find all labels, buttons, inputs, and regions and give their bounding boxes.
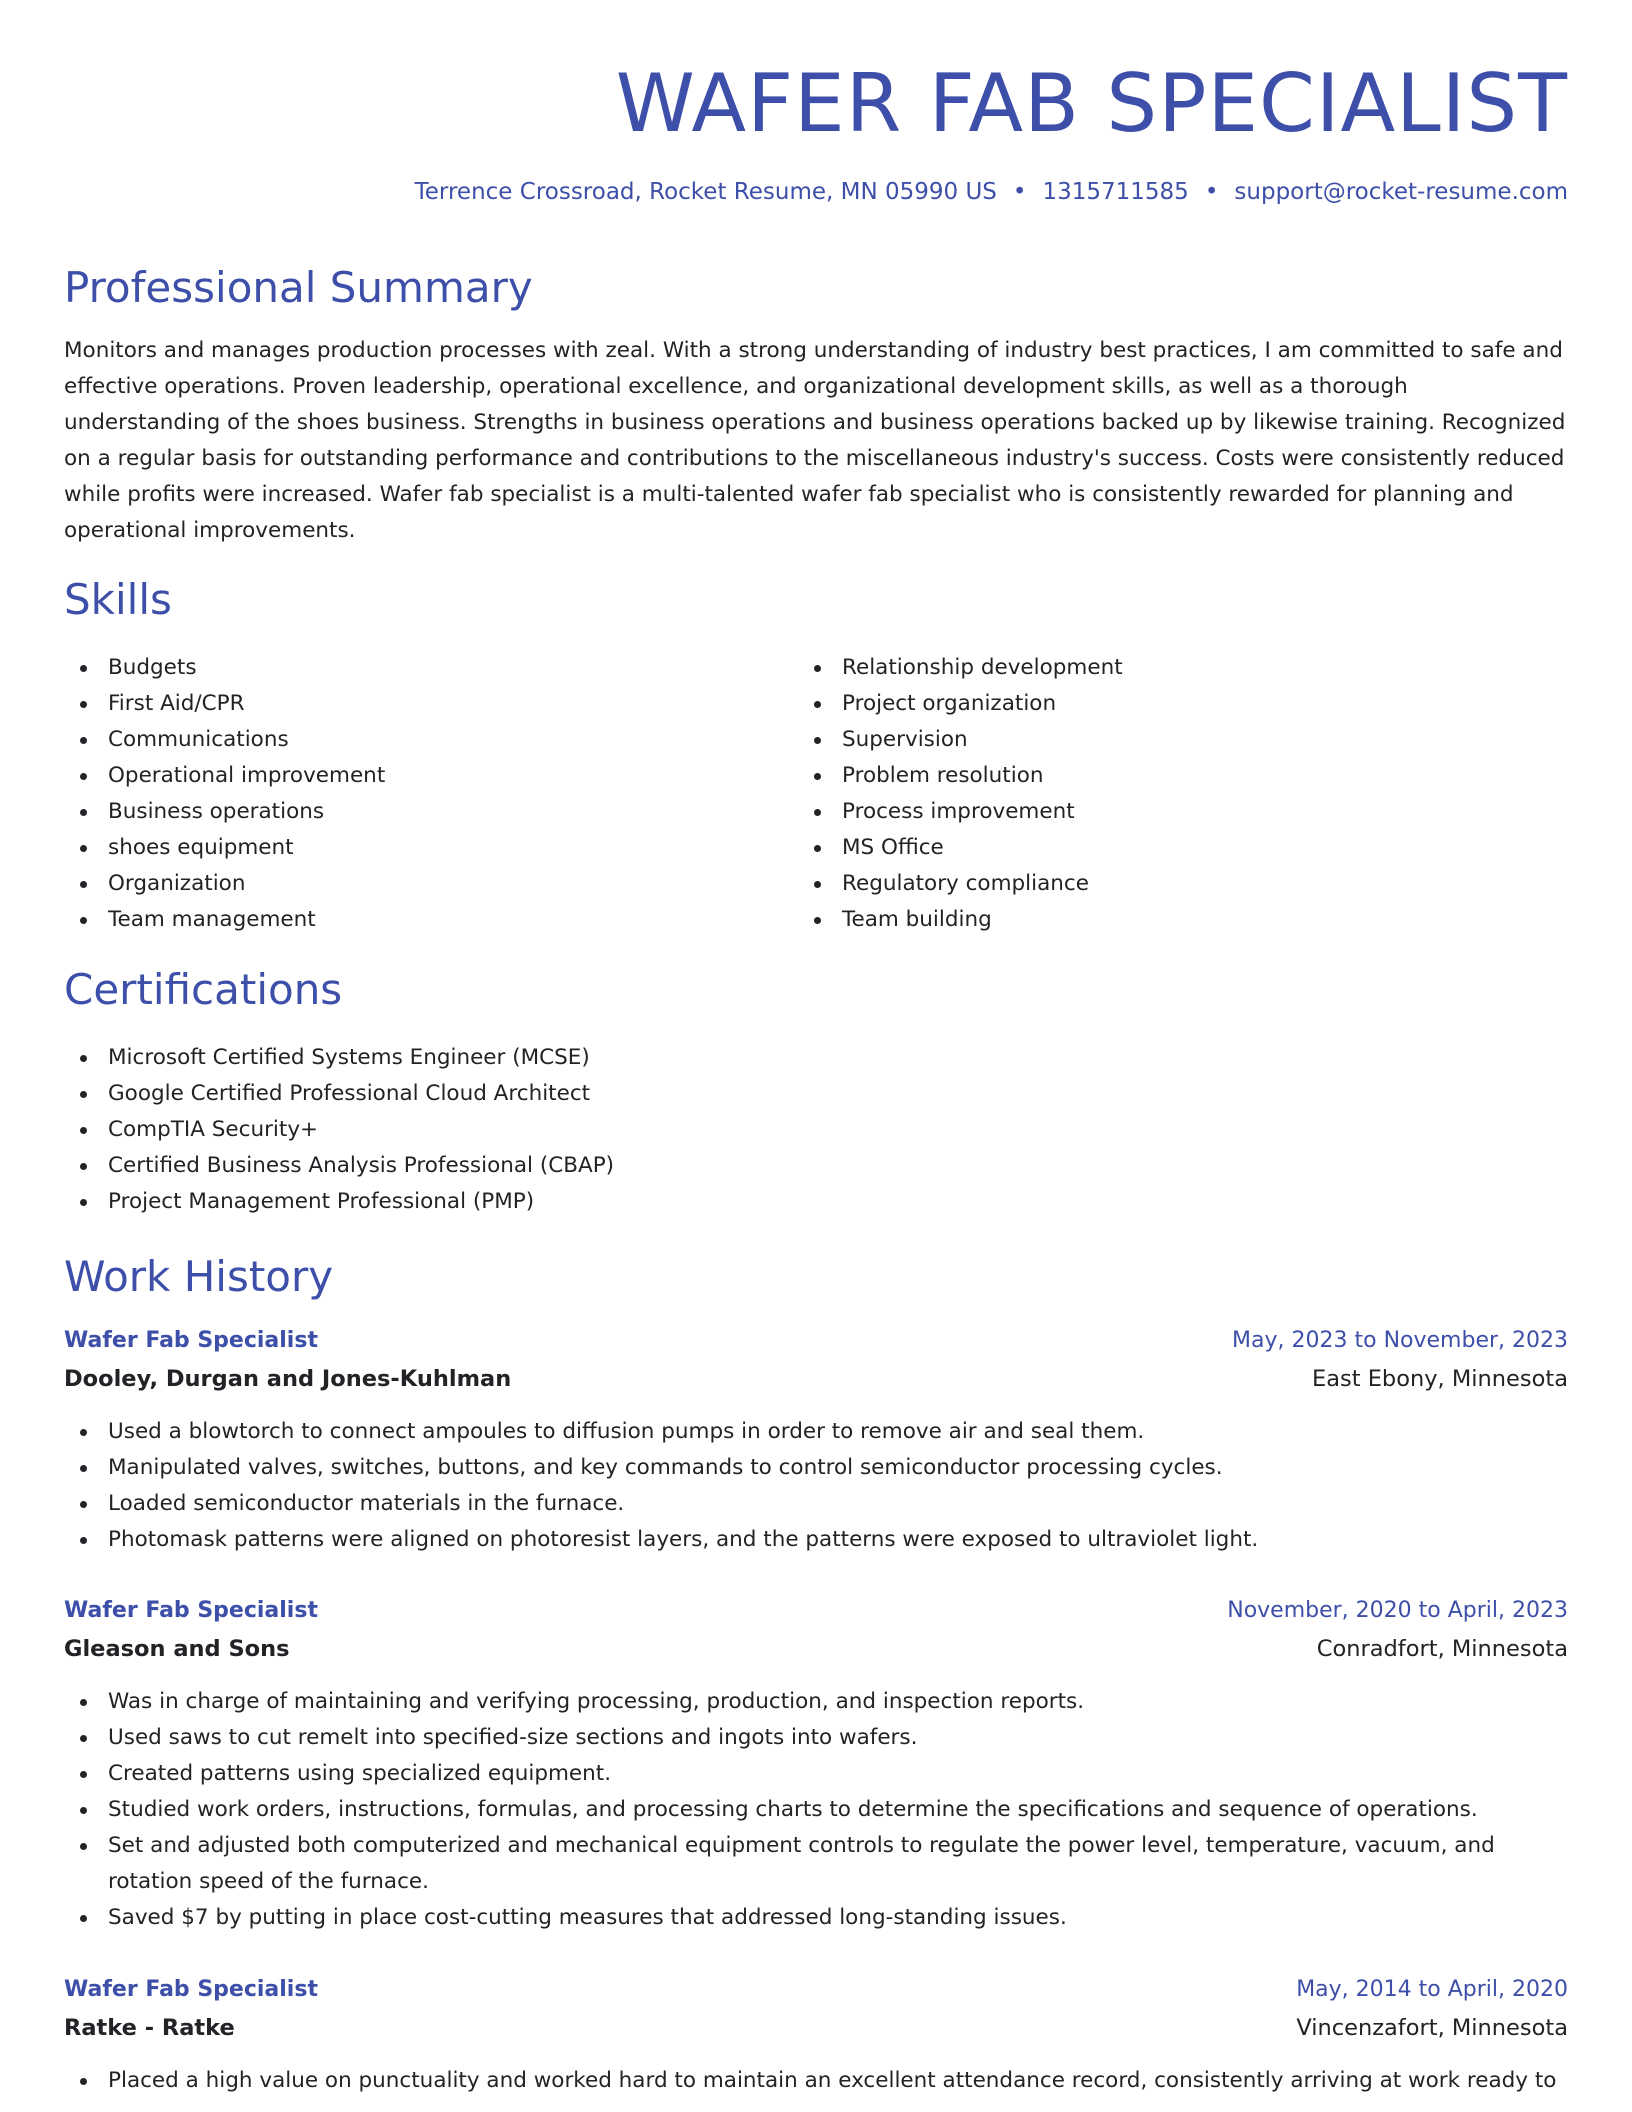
job-bullets bbox=[64, 1684, 1568, 1936]
job-dates: November, 2020 to April, 2023 bbox=[1227, 1598, 1568, 1623]
job-bullets bbox=[64, 1414, 1568, 1558]
skill-item: Team management bbox=[64, 902, 385, 938]
skill-item: Organization bbox=[64, 866, 385, 902]
contact-line bbox=[415, 176, 1568, 208]
job-bullet: Placed a high value on punctuality and worked hard to maintain an excellent attendance record, consistently arriving at work ready to bbox=[64, 2063, 1568, 2099]
skill-item: Project organization bbox=[798, 686, 1123, 722]
job-company: Ratke - Ratke bbox=[64, 2015, 235, 2041]
job-location: Vincenzafort, Minnesota bbox=[1296, 2015, 1568, 2041]
resume-page bbox=[64, 0, 1568, 2093]
job-bullet: Loaded semiconductor materials in the furnace. bbox=[64, 1486, 1568, 1522]
job-location: Conradfort, Minnesota bbox=[1316, 1636, 1568, 1662]
contact-separator: • bbox=[1204, 179, 1219, 205]
skill-item: shoes equipment bbox=[64, 830, 385, 866]
contact-separator: • bbox=[1012, 179, 1027, 205]
job-bullet: Manipulated valves, switches, buttons, and key commands to control semiconductor processing cycles. bbox=[64, 1450, 1568, 1486]
job-bullet: Photomask patterns were aligned on photoresist layers, and the patterns were exposed to ultraviolet light. bbox=[64, 1522, 1568, 1558]
contact-phone: 1315711585 bbox=[1042, 179, 1189, 205]
job-entry bbox=[64, 1971, 1568, 2099]
job-entry bbox=[64, 1592, 1568, 1936]
skill-item: Operational improvement bbox=[64, 758, 385, 794]
certification-item: Google Certified Professional Cloud Architect bbox=[64, 1076, 614, 1112]
skill-item: Relationship development bbox=[798, 650, 1123, 686]
resume-name: WAFER FAB SPECIALIST bbox=[615, 57, 1568, 150]
skill-item: Communications bbox=[64, 722, 385, 758]
job-title: Wafer Fab Specialist bbox=[64, 1328, 318, 1353]
skill-item: Supervision bbox=[798, 722, 1123, 758]
job-dates: May, 2023 to November, 2023 bbox=[1232, 1328, 1568, 1353]
certifications-list bbox=[64, 1040, 614, 1220]
job-location: East Ebony, Minnesota bbox=[1312, 1366, 1568, 1392]
certification-item: Certified Business Analysis Professional (CBAP) bbox=[64, 1148, 614, 1184]
job-bullet: Used a blowtorch to connect ampoules to diffusion pumps in order to remove air and seal them. bbox=[64, 1414, 1568, 1450]
summary-text: Monitors and manages production processes with zeal. With a strong understanding of industry best practices, I am committed to safe and effective operations. Proven leadership, operational excellence, and organizational development skills, as well as a thorough understanding of the shoes business. Strengths in business operations and business operations backed up by likewise training. Recognized on a regular basis for outstanding performance and contributions to the miscellaneous industry's success. Costs were consistently reduced while profits were increased. Wafer fab specialist is a multi-talented wafer fab specialist who is consistently rewarded for planning and operational improvements. bbox=[64, 338, 1566, 543]
job-bullets bbox=[64, 2063, 1568, 2099]
job-title: Wafer Fab Specialist bbox=[64, 1977, 318, 2002]
skill-item: Problem resolution bbox=[798, 758, 1123, 794]
skill-item: Budgets bbox=[64, 650, 385, 686]
job-bullet: Used saws to cut remelt into specified-size sections and ingots into wafers. bbox=[64, 1720, 1568, 1756]
job-bullet: Studied work orders, instructions, formulas, and processing charts to determine the specifications and sequence of operations. bbox=[64, 1792, 1568, 1828]
skills-list-left bbox=[64, 650, 385, 938]
skill-item: Team building bbox=[798, 902, 1123, 938]
skill-item: Regulatory compliance bbox=[798, 866, 1123, 902]
skill-item: Process improvement bbox=[798, 794, 1123, 830]
skills-list-right bbox=[798, 650, 1123, 938]
job-bullet: Set and adjusted both computerized and mechanical equipment controls to regulate the power level, temperature, vacuum, and rotation speed of the furnace. bbox=[64, 1828, 1568, 1900]
job-bullet: Created patterns using specialized equipment. bbox=[64, 1756, 1568, 1792]
job-company: Gleason and Sons bbox=[64, 1636, 290, 1662]
job-title: Wafer Fab Specialist bbox=[64, 1598, 318, 1623]
contact-email: support@rocket-resume.com bbox=[1234, 179, 1568, 205]
job-bullet: Was in charge of maintaining and verifying processing, production, and inspection reports. bbox=[64, 1684, 1568, 1720]
skill-item: Business operations bbox=[64, 794, 385, 830]
skills-heading: Skills bbox=[64, 575, 172, 624]
certification-item: CompTIA Security+ bbox=[64, 1112, 614, 1148]
job-dates: May, 2014 to April, 2020 bbox=[1296, 1977, 1568, 2002]
certifications-heading: Certifications bbox=[64, 965, 343, 1014]
work-history-heading: Work History bbox=[64, 1252, 334, 1301]
skill-item: First Aid/CPR bbox=[64, 686, 385, 722]
skill-item: MS Office bbox=[798, 830, 1123, 866]
job-entry bbox=[64, 1322, 1568, 1558]
summary-heading: Professional Summary bbox=[64, 263, 533, 312]
job-company: Dooley, Durgan and Jones-Kuhlman bbox=[64, 1366, 512, 1392]
certification-item: Project Management Professional (PMP) bbox=[64, 1184, 614, 1220]
job-bullet: Saved $7 by putting in place cost-cutting measures that addressed long-standing issues. bbox=[64, 1900, 1568, 1936]
contact-address: Terrence Crossroad, Rocket Resume, MN 05990 US bbox=[414, 179, 997, 205]
certification-item: Microsoft Certified Systems Engineer (MCSE) bbox=[64, 1040, 614, 1076]
